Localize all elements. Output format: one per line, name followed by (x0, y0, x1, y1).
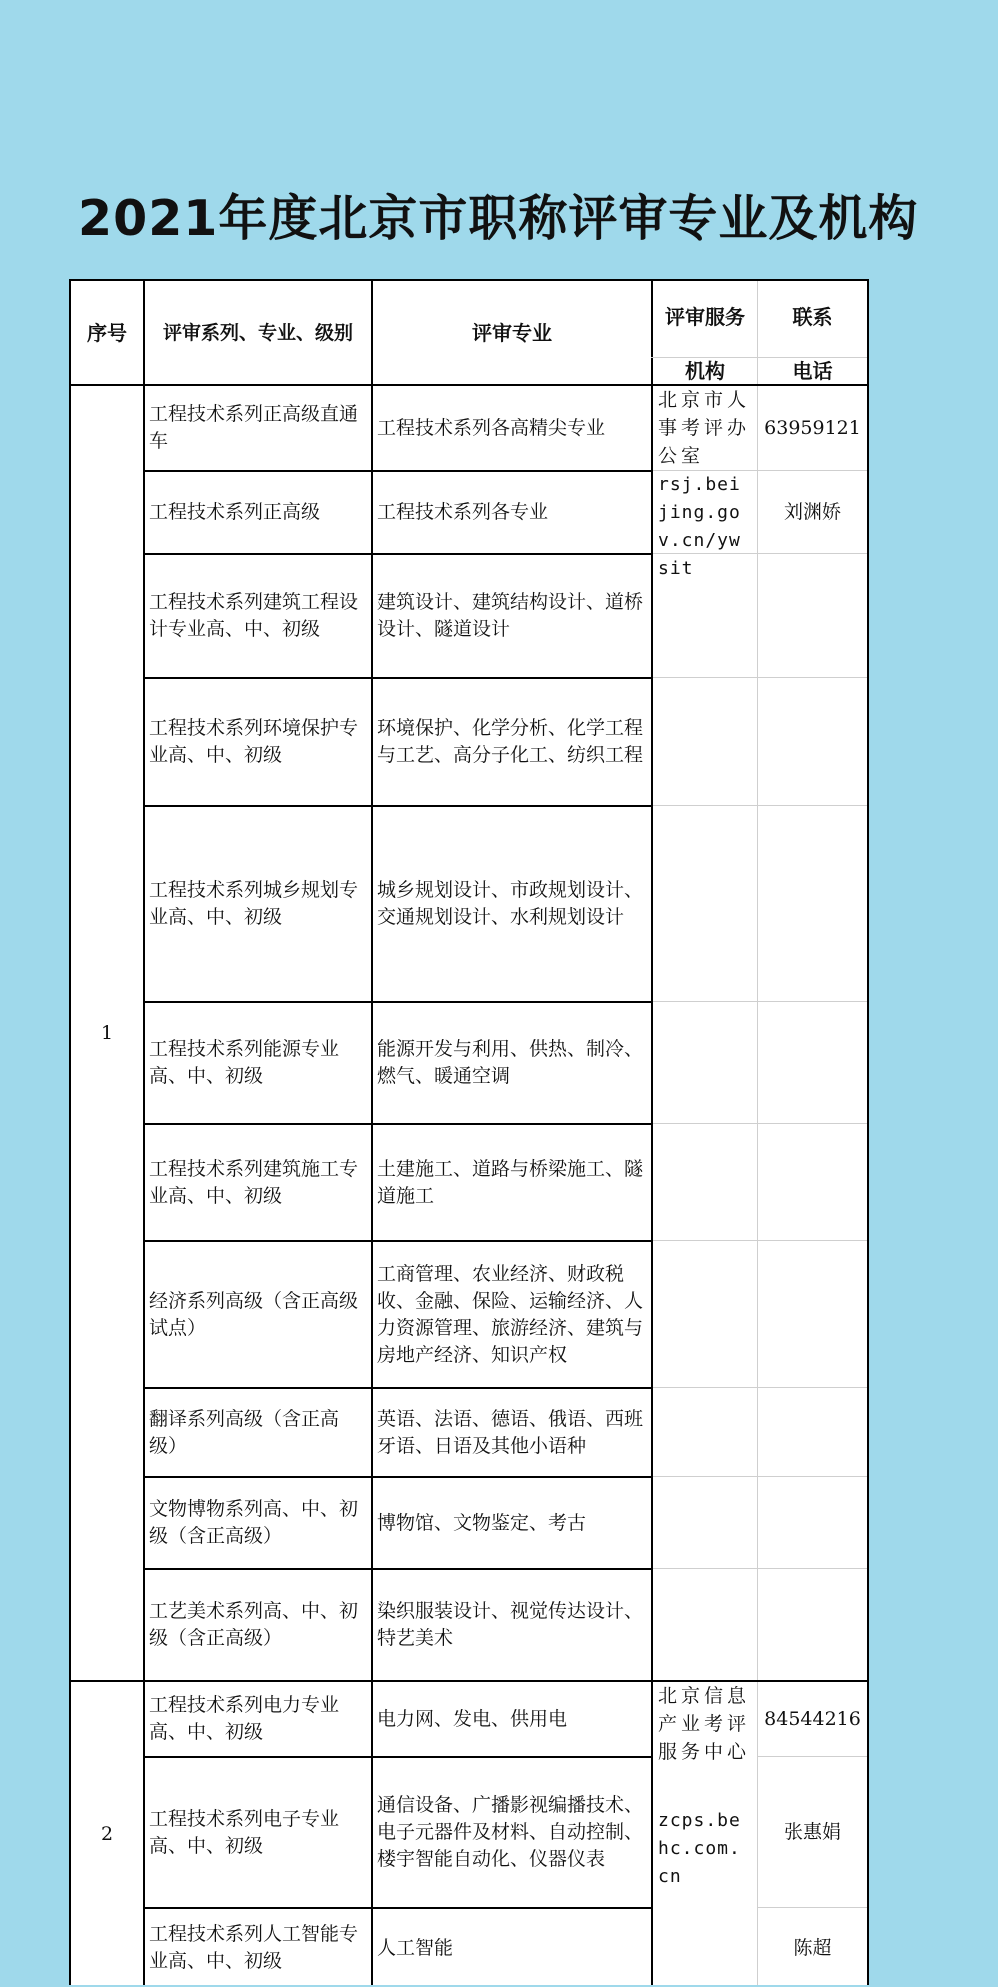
header-series: 评审系列、专业、级别 (162, 321, 353, 344)
specialty-cell: 博物馆、文物鉴定、考古 (377, 1511, 587, 1534)
series-cell: 文物博物系列高、中、初级（含正高级） (149, 1498, 359, 1547)
specialty-cell: 工程技术系列各高精尖专业 (377, 416, 606, 439)
series-cell: 工程技术系列建筑施工专业高、中、初级 (149, 1157, 359, 1207)
specialty-cell: 人工智能 (377, 1936, 454, 1959)
row-divider (653, 1123, 867, 1124)
header-seq: 序号 (87, 320, 127, 345)
series-cell: 工程技术系列正高级直通车 (149, 403, 359, 452)
header-org-cont: 机构 (685, 358, 725, 383)
row-divider (653, 1568, 867, 1569)
phone-number: 84544216 (764, 1707, 861, 1730)
row-divider (653, 805, 867, 806)
specialty-cell: 英语、法语、德语、俄语、西班牙语、日语及其他小语种 (377, 1407, 644, 1457)
row-divider (653, 677, 867, 678)
series-cell: 工程技术系列电子专业高、中、初级 (149, 1807, 340, 1857)
row-divider (653, 1001, 867, 1002)
phone-number: 63959121 (764, 416, 861, 439)
series-cell: 工艺美术系列高、中、初级（含正高级） (149, 1600, 359, 1649)
series-cell: 经济系列高级（含正高级试点） (149, 1289, 359, 1339)
group-seq: 1 (100, 1021, 114, 1044)
specialty-cell: 工商管理、农业经济、财政税收、金融、保险、运输经济、人力资源管理、旅游经济、建筑与房地产经济、知识产权 (377, 1262, 644, 1366)
specialty-cell: 通信设备、广播影视编播技术、电子元器件及材料、自动控制、楼宇智能自动化、仪器仪表 (377, 1794, 644, 1870)
series-cell: 工程技术系列人工智能专业高、中、初级 (149, 1923, 359, 1972)
series-cell: 工程技术系列正高级 (149, 501, 321, 523)
row-divider (653, 1476, 867, 1477)
group-seq: 2 (100, 1823, 114, 1845)
series-cell: 工程技术系列电力专业高、中、初级 (149, 1694, 340, 1743)
specialty-cell: 染织服装设计、视觉传达设计、特艺美术 (377, 1600, 644, 1649)
specialty-cell: 环境保护、化学分析、化学工程与工艺、高分子化工、纺织工程 (377, 717, 644, 766)
series-cell: 工程技术系列建筑工程设计专业高、中、初级 (149, 591, 359, 640)
contact-person: 张惠娟 (783, 1821, 841, 1843)
series-cell: 工程技术系列环境保护专业高、中、初级 (149, 717, 359, 766)
specialty-cell: 电力网、发电、供用电 (377, 1707, 568, 1730)
specialty-cell: 能源开发与利用、供热、制冷、燃气、暖通空调 (377, 1038, 644, 1087)
contact-person: 刘渊娇 (783, 501, 841, 523)
header-phone-cont: 电话 (792, 358, 833, 383)
series-cell: 工程技术系列城乡规划专业高、中、初级 (149, 879, 359, 928)
specialty-cell: 建筑设计、建筑结构设计、道桥设计、隧道设计 (377, 591, 644, 640)
header-org: 评审服务 (665, 304, 745, 329)
header-phone: 联系 (792, 304, 833, 329)
org-website: rsj.beijing.gov.cn/ywsit (658, 474, 741, 579)
row-divider (653, 1240, 867, 1241)
specialty-cell: 城乡规划设计、市政规划设计、交通规划设计、水利规划设计 (377, 879, 644, 928)
row-divider (653, 1387, 867, 1388)
org-website: zcps.behc.com.cn (658, 1810, 741, 1887)
org-name: 北京信息产业考评服务中心 (658, 1685, 751, 1763)
certification-table (69, 279, 869, 1985)
series-cell: 翻译系列高级（含正高级） (149, 1407, 340, 1457)
specialty-cell: 土建施工、道路与桥梁施工、隧道施工 (377, 1157, 644, 1207)
header-specialty: 评审专业 (472, 320, 552, 345)
row-divider (757, 1756, 867, 1757)
org-name: 北京市人事考评办公室 (658, 389, 751, 467)
row-divider (757, 1907, 867, 1908)
contact-person: 陈超 (793, 1936, 832, 1959)
specialty-cell: 工程技术系列各专业 (377, 501, 549, 523)
series-cell: 工程技术系列能源专业高、中、初级 (149, 1038, 340, 1087)
page-title: 2021年度北京市职称评审专业及机构 (78, 190, 919, 247)
